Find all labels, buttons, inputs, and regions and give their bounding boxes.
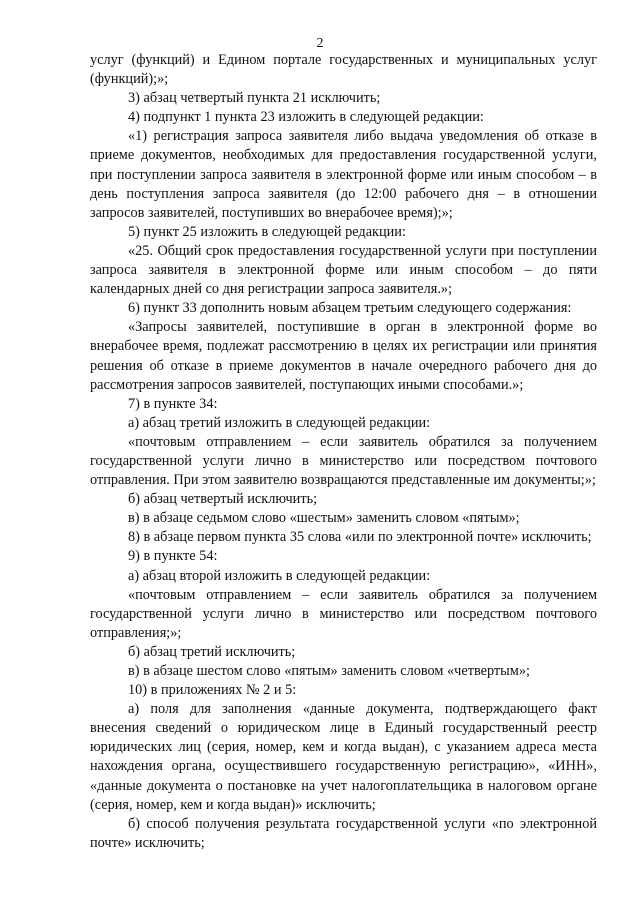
paragraph: б) абзац третий исключить; xyxy=(128,643,296,660)
page-number: 2 xyxy=(316,36,324,51)
paragraph: 5) пункт 25 изложить в следующей редакции: xyxy=(128,223,406,240)
paragraph: 9) в пункте 54: xyxy=(128,548,218,565)
paragraph: «почтовым отправлением – если заявитель обратился за получением государственной услуги лично в министерство или посредством почтового отправления. При этом заявителю возвращаются представленные им документы;»; xyxy=(90,433,597,489)
paragraph: а) поля для заполнения «данные документа, подтверждающего факт внесения сведений о юридическом лице в Единый государственный реестр юридических лиц (серия, номер, кем и когда выдан), с указанием адреса места нахождения органа, осуществившего государственную регистрацию», «ИНН», «данные документа о постановке на учет налогоплательщика в налоговом органе (серия, номер, кем и когда выдан)» исключить; xyxy=(90,701,597,813)
paragraph: услуг (функций) и Едином портале государственных и муниципальных услуг (функций);»; xyxy=(90,52,597,88)
paragraph: «Запросы заявителей, поступившие в орган в электронной форме во внерабочее время, подлежат рассмотрению в целях их регистрации или принятия решения об отказе в приеме документов в начале очередного рабочего дня до рассмотрения запросов заявителей, поступающих иными способами.»; xyxy=(90,319,597,393)
paragraph: б) абзац четвертый исключить; xyxy=(128,491,318,508)
paragraph: 7) в пункте 34: xyxy=(128,395,218,412)
paragraph: 8) в абзаце первом пункта 35 слова «или по электронной почте» исключить; xyxy=(128,529,592,546)
paragraph: 3) абзац четвертый пункта 21 исключить; xyxy=(128,90,381,107)
paragraph: в) в абзаце седьмом слово «шестым» заменить словом «пятым»; xyxy=(128,510,520,527)
paragraph: а) абзац третий изложить в следующей редакции: xyxy=(128,414,431,431)
paragraph: «почтовым отправлением – если заявитель обратился за получением государственной услуги лично в министерство или посредством почтового отправления;»; xyxy=(90,586,597,641)
paragraph: «1) регистрация запроса заявителя либо выдача уведомления об отказе в приеме документов, необходимых для предоставления государственной услуги, при поступлении запроса заявителя в электронной форме или иным способом – в день поступления запроса заявителя (до 12:00 рабочего дня – в отношении запросов заявителей, поступивших во внерабочее время);»; xyxy=(90,128,597,221)
paragraph: в) в абзаце шестом слово «пятым» заменить словом «четвертым»; xyxy=(128,663,530,679)
paragraph: б) способ получения результата государственной услуги «по электронной почте» исключить; xyxy=(90,815,597,851)
paragraph: а) абзац второй изложить в следующей редакции: xyxy=(128,567,431,584)
paragraph: 10) в приложениях № 2 и 5: xyxy=(128,682,297,699)
document-body xyxy=(90,51,597,853)
paragraph: 4) подпункт 1 пункта 23 изложить в следующей редакции: xyxy=(128,109,484,126)
paragraph: 6) пункт 33 дополнить новым абзацем третьим следующего содержания: xyxy=(128,300,572,317)
paragraph: «25. Общий срок предоставления государственной услуги при поступлении запроса заявителя в электронной форме или иным способом – до пяти календарных дней со дня регистрации запроса заявителя.»; xyxy=(90,242,597,298)
